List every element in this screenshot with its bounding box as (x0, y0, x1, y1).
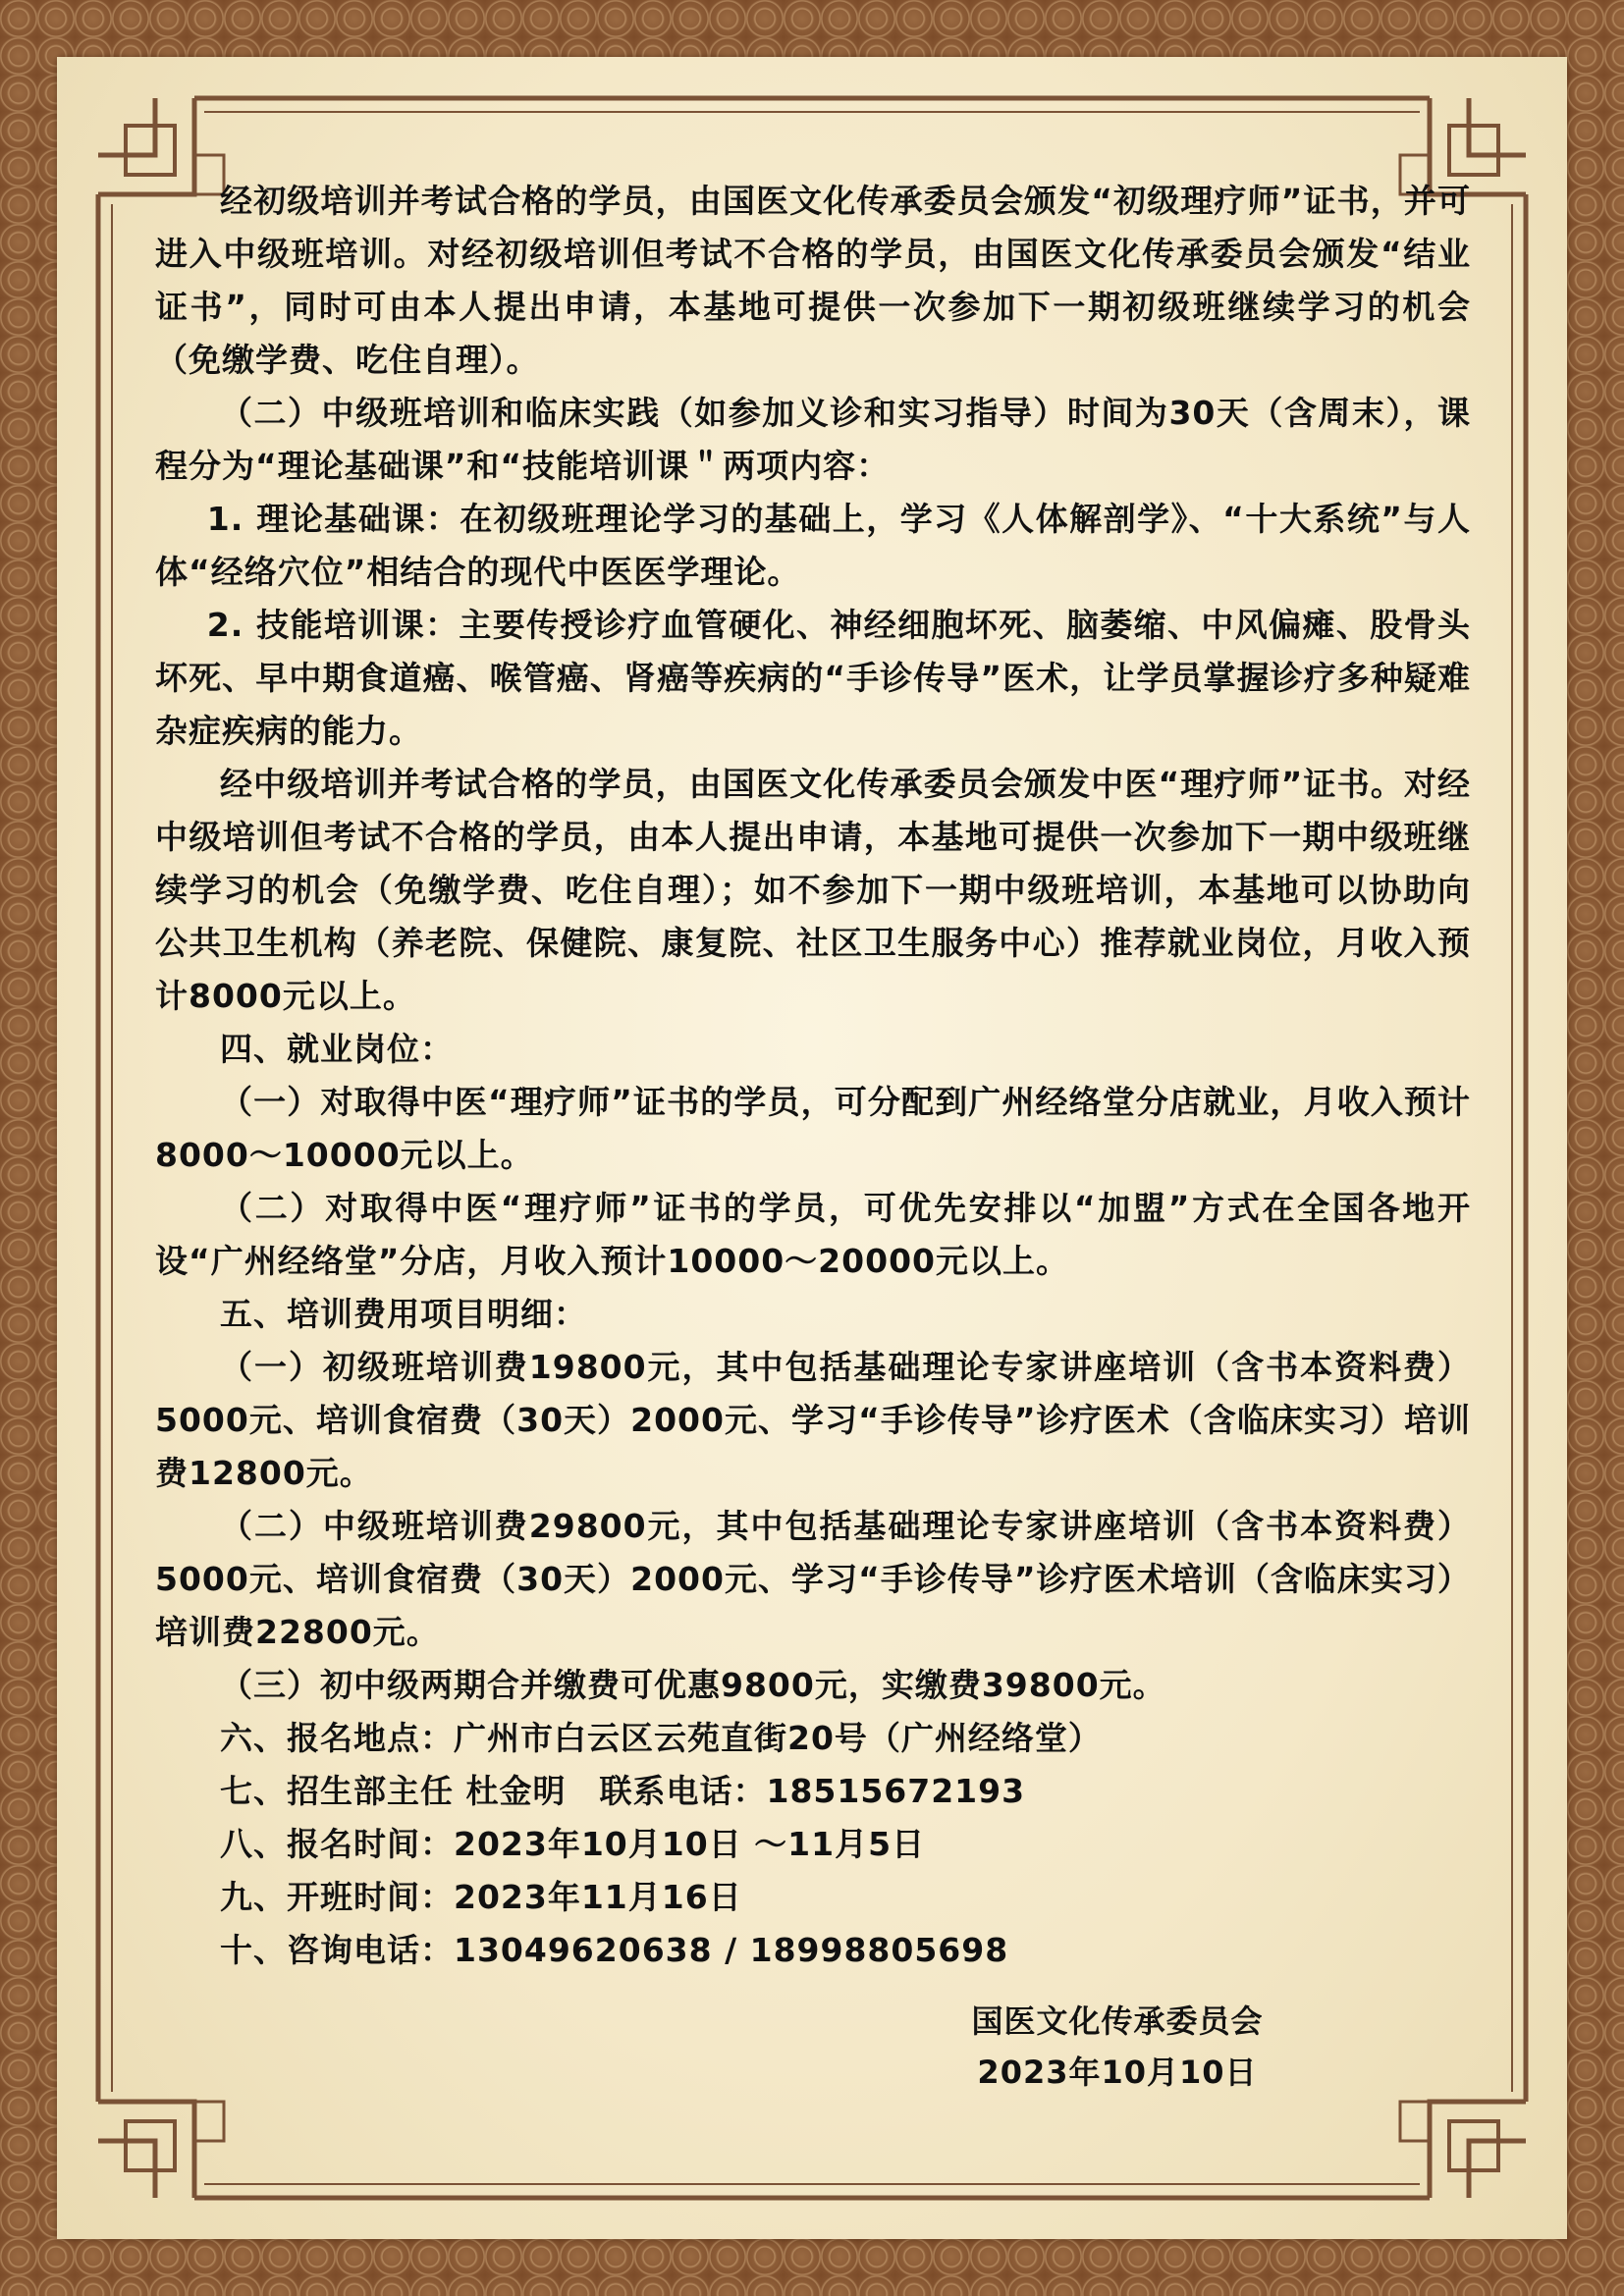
heading-employment: 四、就业岗位： (220, 1030, 454, 1068)
admissions-contact: 七、招生部主任 杜金明 联系电话：18515672193 (220, 1772, 1026, 1810)
registration-time: 八、报名时间：2023年10月10日 ～11月5日 (220, 1825, 926, 1863)
paragraph-fee-primary: （一）初级班培训费19800元，其中包括基础理论专家讲座培训（含书本资料费）5000元、培训食宿费（30天）2000元、学习“手诊传导”诊疗医术（含临床实习）培训费12800元。 (155, 1348, 1471, 1492)
notice-body (155, 175, 1471, 1977)
paragraph-intermediate-course: （二）中级班培训和临床实践（如参加义诊和实习指导）时间为30天（含周末），课程分为“理论基础课”和“技能培训课＂两项内容： (155, 394, 1471, 485)
registration-location: 六、报名地点：广州市白云区云苑直街20号（广州经络堂） (220, 1719, 1102, 1757)
paragraph-skill-course: 2. 技能培训课：主要传授诊疗血管硬化、神经细胞坏死、脑萎缩、中风偏瘫、股骨头坏死、早中期食道癌、喉管癌、肾癌等疾病的“手诊传导”医术，让学员掌握诊疗多种疑难杂症疾病的能力。 (155, 606, 1471, 750)
paragraph-intermediate-cert: 经中级培训并考试合格的学员，由国医文化传承委员会颁发中医“理疗师”证书。对经中级培训但考试不合格的学员，由本人提出申请，本基地可提供一次参加下一期中级班继续学习的机会（免缴学费、吃住自理）；如不参加下一期中级班培训，本基地可以协助向公共卫生机构（养老院、保健院、康复院、社区卫生服务中心）推荐就业岗位，月收入预计8000元以上。 (155, 765, 1471, 1015)
signature-org: 国医文化传承委员会 (971, 2002, 1264, 2040)
paragraph-fee-intermediate: （二）中级班培训费29800元，其中包括基础理论专家讲座培训（含书本资料费）5000元、培训食宿费（30天）2000元、学习“手诊传导”诊疗医术培训（含临床实习）培训费22800元。 (155, 1507, 1471, 1651)
consultation-phone: 十、咨询电话：13049620638 / 18998805698 (220, 1931, 1009, 1969)
class-start-time: 九、开班时间：2023年11月16日 (220, 1878, 742, 1916)
heading-fees: 五、培训费用项目明细： (220, 1295, 587, 1333)
paragraph-fee-combined: （三）初中级两期合并缴费可优惠9800元，实缴费39800元。 (220, 1666, 1166, 1704)
signature-date: 2023年10月10日 (977, 2054, 1258, 2091)
paragraph-employment-2: （二）对取得中医“理疗师”证书的学员，可优先安排以“加盟”方式在全国各地开设“广州经络堂”分店，月收入预计10000～20000元以上。 (155, 1189, 1471, 1280)
signature-block (921, 1996, 1314, 2098)
paragraph-primary-cert: 经初级培训并考试合格的学员，由国医文化传承委员会颁发“初级理疗师”证书，并可进入中级班培训。对经初级培训但考试不合格的学员，由国医文化传承委员会颁发“结业证书”，同时可由本人提出申请，本基地可提供一次参加下一期初级班继续学习的机会（免缴学费、吃住自理）。 (155, 182, 1471, 379)
paper-sheet (57, 57, 1567, 2239)
paragraph-employment-1: （一）对取得中医“理疗师”证书的学员，可分配到广州经络堂分店就业，月收入预计8000～10000元以上。 (155, 1083, 1471, 1174)
paragraph-theory-course: 1. 理论基础课：在初级班理论学习的基础上，学习《人体解剖学》、“十大系统”与人体“经络穴位”相结合的现代中医医学理论。 (155, 500, 1471, 591)
